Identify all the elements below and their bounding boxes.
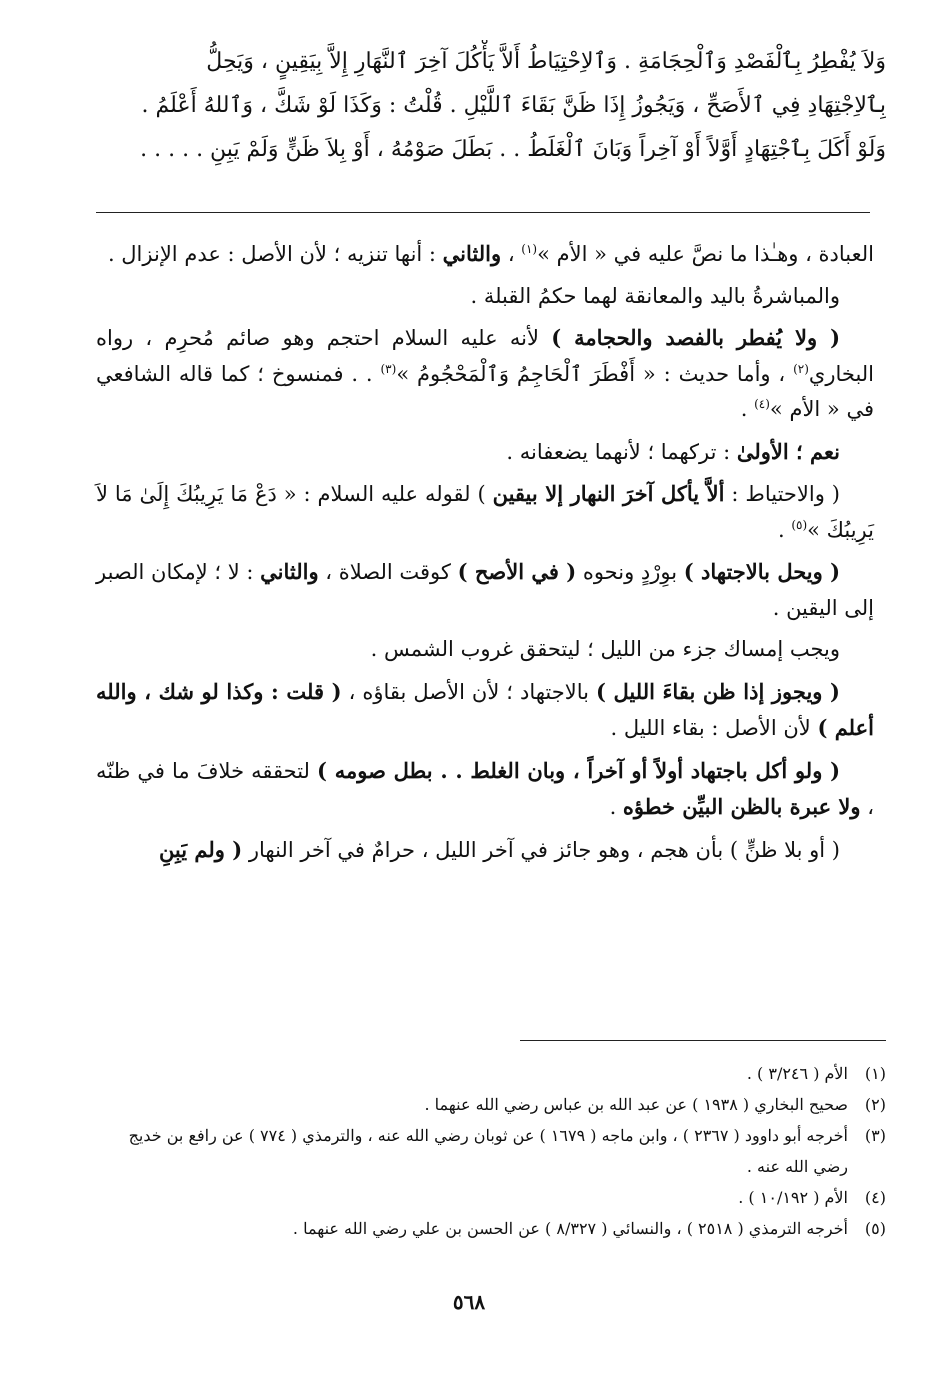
footnote-number: (٤): [864, 1188, 886, 1207]
text-run: العبادة ، وهـٰذا ما نصَّ عليه في « الأم »: [537, 242, 874, 266]
commentary-paragraph: [96, 632, 874, 668]
matn-line: وَلاَ يُفْطِرُ بِٱلْفَصْدِ وَٱلْحِجَامَةِ . وَٱلاِحْتِيَاطُ أَلاَّ يَأْكُلَ آخِرَ ٱلنَّهَارِ إِلاَّ بِيَقِينٍ ، وَيَحِلُّ: [206, 49, 886, 74]
matn-line: بِٱلاِجْتِهَادِ فِي ٱلأَصَحِّ ، وَيَجُوزُ إِذَا ظَنَّ بَقَاءَ ٱللَّيْلِ . قُلْتُ : وَكَذَا لَوْ شَكَّ ، وَٱللهُ أَعْلَمُ .: [141, 93, 886, 118]
commentary-paragraph: [96, 320, 874, 428]
footnote-text: صحيح البخاري ( ١٩٣٨ ) عن عبد الله بن عباس رضي الله عنهما .: [424, 1095, 848, 1114]
bold-run: ( ولو أكل باجتهاد أولاً أو آخراً ، وبان الغلط . . بطل صومه ): [317, 757, 841, 783]
bold-run: ( في الأصح ): [457, 559, 577, 584]
bold-run: ( ولا يُفطر بالفصد والحجامة ): [551, 325, 841, 350]
footnote-ref: (١): [521, 242, 538, 256]
footnote-item: [96, 1213, 886, 1244]
bold-run: ( قلت : وكذا لو شك ، والله أعلم ): [96, 678, 874, 740]
footnote-item: [96, 1182, 886, 1213]
text-run: .: [740, 397, 755, 421]
footnote-item: [96, 1089, 886, 1120]
bold-run: ( ويجوز إذا ظن بقاءَ الليل ): [595, 678, 840, 704]
footnote-item: [96, 1058, 886, 1089]
commentary-text: [96, 236, 874, 874]
text-run: والمباشرةُ باليد والمعانقة لهما حكمُ القبلة .: [470, 283, 840, 308]
text-run: بالاجتهاد ؛ لأن الأصل بقاؤه ،: [341, 679, 596, 704]
footnote-text: الأم ( ١٠/١٩٢ ) .: [738, 1188, 848, 1207]
text-run: بوِرْدٍ ونحوه: [576, 560, 684, 584]
text-run: لتحققه خلافَ ما في ظنّه ،: [96, 758, 874, 819]
text-run: : لا ؛ لإمكان الصبر إلى اليقين .: [96, 560, 874, 620]
footnote-divider: [520, 1040, 886, 1041]
text-run: : أنها تنزيه ؛ لأن الأصل : عدم الإنزال .: [107, 242, 443, 266]
footnote-text: أخرجه أبو داوود ( ٢٣٦٧ ) ، وابن ماجه ( ١٦٧٩ ) عن ثوبان رضي الله عنه ، والترمذي ( ٧٧٤ ) عن رافع بن خديج رضي الله عنه .: [128, 1126, 848, 1176]
footnote-number: (١): [864, 1064, 886, 1083]
bold-run: ( ولم يَبِنِ: [158, 836, 243, 862]
footnotes: [96, 1058, 886, 1244]
text-run: ،: [501, 242, 522, 266]
bold-run: نعم ؛ الأولىٰ: [736, 438, 840, 464]
footnote-text: أخرجه الترمذي ( ٢٥١٨ ) ، والنسائي ( ٨/٣٢٧ ) عن الحسن بن علي رضي الله عنهما .: [292, 1219, 848, 1238]
matn-line: وَلَوْ أَكَلَ بِٱجْتِهَادٍ أَوَّلاً أَوْ آخِراً وَبَانَ ٱلْغَلَطُ . . بَطَلَ صَوْمُهُ ، أَوْ بِلاَ ظَنٍّ وَلَمْ يَبِنِ . . . . .: [140, 137, 886, 162]
text-run: .: [609, 795, 623, 819]
commentary-paragraph: [96, 236, 874, 273]
commentary-paragraph: [96, 753, 874, 826]
text-run: لأنه عليه السلام احتجم وهو صائم مُحرِم ، رواه البخاري: [96, 326, 875, 386]
text-run: . . فمنسوخ ؛ كما قاله الشافعي في « الأم »: [96, 361, 874, 421]
footnote-text: الأم ( ٣/٢٤٦ ) .: [746, 1064, 848, 1083]
footnote-ref: (٣): [380, 361, 397, 376]
text-run: .: [777, 517, 792, 542]
matn-text: [96, 40, 886, 172]
matn-divider: [96, 212, 870, 213]
commentary-paragraph: [96, 434, 874, 471]
bold-run: والثاني: [260, 559, 319, 584]
footnote-ref: (٥): [791, 517, 808, 532]
footnote-number: (٢): [864, 1095, 886, 1114]
footnote-number: (٣): [864, 1126, 886, 1145]
bold-run: والثاني: [442, 241, 502, 266]
text-run: ، وأما حديث : « أَفْطَرَ ٱلْحَاجِمُ وَٱلْمَحْجُومُ »: [396, 361, 794, 386]
text-run: ( أو بلا ظنٍّ ) بأن هجم ، وهو جائز في آخر الليل ، حرامٌ في آخر النهار: [242, 837, 840, 862]
text-run: : تركهما ؛ لأنهما يضعفانه .: [506, 439, 737, 464]
footnote-ref: (٤): [754, 397, 770, 411]
text-run: ويجب إمساك جزء من الليل ؛ ليتحقق غروب الشمس .: [370, 637, 840, 661]
footnote-item: [96, 1120, 886, 1182]
commentary-paragraph: [96, 554, 874, 626]
commentary-paragraph: [96, 476, 874, 548]
bold-run: ألاَّ يأكل آخرَ النهار إلا بيقين: [492, 481, 725, 506]
commentary-paragraph: [96, 279, 874, 315]
footnote-ref: (٢): [793, 361, 809, 376]
bold-run: ولا عبرة بالظن البيِّن خطؤه: [622, 794, 861, 819]
text-run: ( والاحتياط :: [724, 482, 840, 506]
commentary-paragraph: [96, 674, 874, 747]
page-number: ٥٦٨: [452, 1290, 486, 1314]
commentary-paragraph: [96, 832, 874, 869]
text-run: لأن الأصل : بقاء الليل .: [610, 716, 818, 740]
bold-run: ( ويحل بالاجتهاد ): [683, 559, 841, 584]
text-run: كوقت الصلاة ،: [318, 560, 458, 584]
footnote-number: (٥): [864, 1219, 886, 1238]
text-run: ) لقوله عليه السلام : « دَعْ مَا يَرِيبُكَ إِلَىٰ مَا لاَ يَرِيبُكَ »: [96, 482, 874, 542]
